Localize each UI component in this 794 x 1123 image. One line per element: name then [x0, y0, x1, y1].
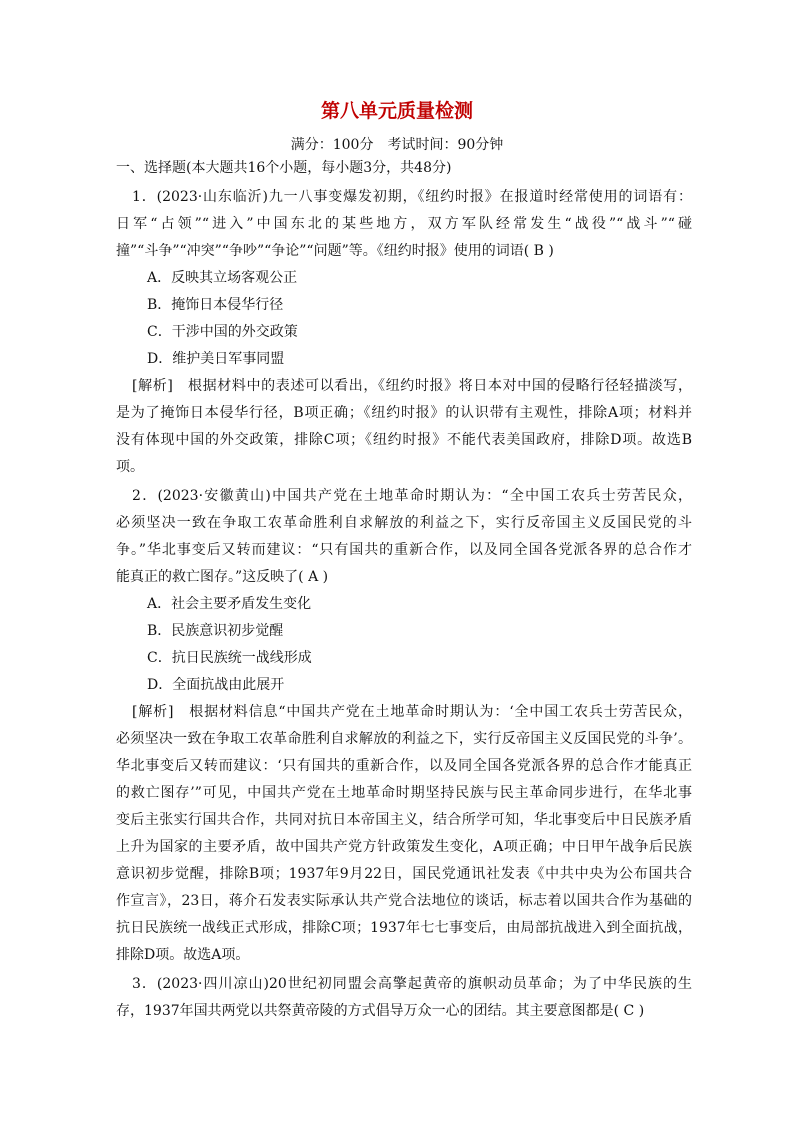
analysis-line: 项。	[116, 459, 144, 475]
page-title: 第八单元质量检测	[320, 100, 473, 122]
question-line: 日军“占领”“进入”中国东北的某些地方，双方军队经常发生“战役”“战斗”“碰	[116, 216, 692, 232]
analysis-line: 必须坚决一致在争取工农革命胜利自求解放的利益之下，实行反帝国主义反国民党的斗争’。	[116, 731, 692, 747]
analysis-line: 排除D项。故选A项。	[116, 947, 250, 963]
analysis-line: 意识初步觉醒，排除B项；1937年9月22日，国民党通讯社发表《中共中央为公布国共合	[116, 866, 692, 882]
analysis-line: 华北事变后又转而建议：‘只有国共的重新合作，以及同全国各党派各界的总合作才能真正	[116, 758, 692, 774]
analysis-line: 变后主张实行国共合作，共同对抗日本帝国主义，结合所学可知，华北事变后中日民族矛盾	[116, 812, 692, 828]
option: B．民族意识初步觉醒	[147, 623, 284, 639]
analysis-line: 作宣言》，23日，蒋介石发表实际承认共产党合法地位的谈话，标志着以国共合作为基础的	[116, 893, 692, 909]
analysis-line: 的救亡图存’”可见，中国共产党在土地革命时期坚持民族与民主革命同步进行，在华北事	[116, 785, 692, 801]
exam-meta: 满分：100分 考试时间：90分钟	[290, 137, 504, 153]
analysis-line: [解析] 根据材料信息“中国共产党在土地革命时期认为：‘全中国工农兵士劳苦民众，	[132, 704, 692, 720]
analysis-line: 抗日民族统一战线正式形成，排除C项；1937年七七事变后，由局部抗战进入到全面抗战，	[116, 920, 692, 936]
question-line: 存，1937年国共两党以共祭黄帝陵的方式倡导万众一心的团结。其主要意图都是( C )	[116, 1003, 645, 1019]
question-line: 撞”“斗争”“冲突”“争吵”“争论”“问题”等。《纽约时报》使用的词语( B )	[116, 243, 554, 259]
question-line: 3．(2023·四川凉山)20世纪初同盟会高擎起黄帝的旗帜动员革命；为了中华民族的生	[132, 976, 692, 992]
option: B．掩饰日本侵华行径	[147, 297, 284, 313]
question-line: 必须坚决一致在争取工农革命胜利自求解放的利益之下，实行反帝国主义反国民党的斗	[116, 515, 692, 531]
option: D．维护美日军事同盟	[147, 351, 285, 367]
analysis-line: 上升为国家的主要矛盾，故中国共产党方针政策发生变化，A项正确；中日甲午战争后民族	[116, 839, 692, 855]
question-line: 争。”华北事变后又转而建议：“只有国共的重新合作，以及同全国各党派各界的总合作才	[116, 542, 692, 558]
option: D．全面抗战由此展开	[147, 677, 285, 693]
section-heading: 一、选择题(本大题共16个小题，每小题3分，共48分)	[116, 160, 452, 176]
question-line: 能真正的救亡图存。”这反映了( A )	[116, 569, 329, 585]
option: C．干涉中国的外交政策	[147, 324, 298, 340]
analysis-line: 没有体现中国的外交政策，排除C项；《纽约时报》不能代表美国政府，排除D项。故选B	[116, 432, 692, 448]
analysis-line: [解析] 根据材料中的表述可以看出，《纽约时报》将日本对中国的侵略行径轻描淡写，	[132, 378, 692, 394]
option: A．社会主要矛盾发生变化	[147, 596, 312, 612]
option: A．反映其立场客观公正	[147, 270, 298, 286]
option: C．抗日民族统一战线形成	[147, 650, 312, 666]
question-line: 1．(2023·山东临沂)九一八事变爆发初期，《纽约时报》在报道时经常使用的词语有：	[132, 189, 692, 205]
analysis-line: 是为了掩饰日本侵华行径，B项正确；《纽约时报》的认识带有主观性，排除A项；材料并	[116, 405, 692, 421]
question-line: 2．(2023·安徽黄山)中国共产党在土地革命时期认为：“全中国工农兵士劳苦民众，	[132, 488, 692, 504]
